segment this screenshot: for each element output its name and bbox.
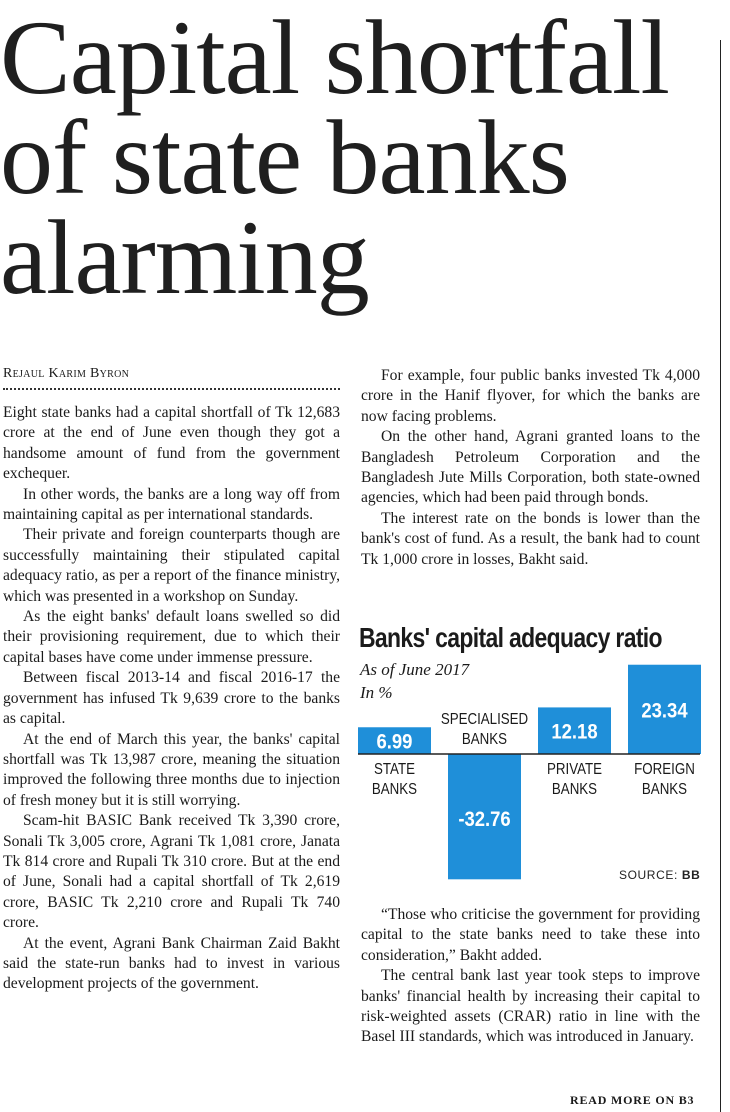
column-divider — [720, 40, 721, 1112]
paragraph: Their private and foreign counterparts though are successfully maintaining their stipulated capital adequacy ratio, as per a report of the finance ministry, which was presented in a workshop on Sunday. — [3, 526, 340, 605]
paragraph: For example, four public banks invested Tk 4,000 crore in the Hanif flyover, for which the banks are now facing problems. — [361, 367, 700, 425]
chart-unit: In % — [360, 683, 393, 702]
paragraph: Between fiscal 2013-14 and fiscal 2016-17 the government has infused Tk 9,639 crore to the banks as capital. — [3, 669, 340, 728]
category-label: BANKS — [641, 781, 688, 799]
category-label: BANKS — [551, 781, 598, 799]
category-label: STATE — [374, 761, 415, 779]
source-value: BB — [681, 868, 701, 882]
chart-source — [619, 868, 700, 882]
source-label: SOURCE: — [619, 868, 678, 882]
article-column-1 — [3, 403, 340, 995]
article-column-2 — [361, 366, 700, 570]
paragraph: At the end of March this year, the banks' capital shortfall was Tk 13,987 crore, meaning the situation improved the following three months due to injection of fresh money but it is still worrying. — [3, 730, 340, 809]
paragraph: The interest rate on the bonds is lower than the bank's cost of fund. As a result, the bank had to count Tk 1,000 crore in losses, Bakht said. — [361, 509, 700, 568]
category-label: BANKS — [371, 781, 418, 799]
bar-value-label: -32.76 — [458, 807, 511, 832]
byline: Rejaul Karim Byron — [3, 366, 130, 381]
headline-line-1: Capital shortfall — [0, 0, 669, 116]
bar-value-label: 6.99 — [376, 730, 413, 754]
category-label: PRIVATE — [547, 761, 602, 779]
read-more-link[interactable]: READ MORE ON B3 — [570, 1093, 695, 1107]
bar-value-label: 23.34 — [641, 699, 688, 723]
article-column-3 — [361, 905, 700, 1048]
paragraph: “Those who criticise the government for providing capital to the state banks need to take these into consideration,” Bakht added. — [361, 906, 700, 964]
category-label: BANKS — [461, 731, 508, 749]
headline — [0, 0, 710, 316]
paragraph: Scam-hit BASIC Bank received Tk 3,390 crore, Sonali Tk 3,005 crore, Agrani Tk 1,081 crore, Janata Tk 814 crore and Rupali Tk 310 crore. But at the end of June, Sonali had a capital shortfall of Tk 2,619 crore, BASIC Tk 2,210 crore and Rupali Tk 740 crore. — [3, 812, 340, 932]
dotted-separator — [3, 388, 340, 390]
paragraph: Eight state banks had a capital shortfall of Tk 12,683 crore at the end of June even though they got a handsome amount of fund from the government exchequer. — [3, 404, 340, 483]
category-label: FOREIGN — [634, 761, 695, 779]
category-label: SPECIALISED — [440, 711, 529, 729]
headline-line-3: alarming — [0, 199, 369, 316]
paragraph: At the event, Agrani Bank Chairman Zaid Bakht said the state-run banks had to invest in various development projects of the government. — [3, 934, 340, 993]
chart-subtitle: As of June 2017 — [360, 660, 470, 679]
bar-chart — [355, 650, 705, 885]
paragraph: In other words, the banks are a long way off from maintaining capital as per international standards. — [3, 485, 340, 524]
chart-title: Banks' capital adequacy ratio — [359, 622, 662, 653]
bar-value-label: 12.18 — [551, 720, 598, 745]
paragraph: On the other hand, Agrani granted loans to the Bangladesh Petroleum Corporation and the Bangladesh Jute Mills Corporation, both state-owned agencies, which had been paid through bonds. — [361, 428, 700, 507]
paragraph: The central bank last year took steps to improve banks' financial health by increasing their capital to risk-weighted assets (CRAR) ratio in line with the Basel III standards, which was introduced in January. — [361, 967, 700, 1046]
paragraph: As the eight banks' default loans swelled so did their provisioning requirement, due to which their capital bases have come under immense pressure. — [3, 608, 340, 666]
headline-line-2: of state banks — [0, 99, 569, 216]
